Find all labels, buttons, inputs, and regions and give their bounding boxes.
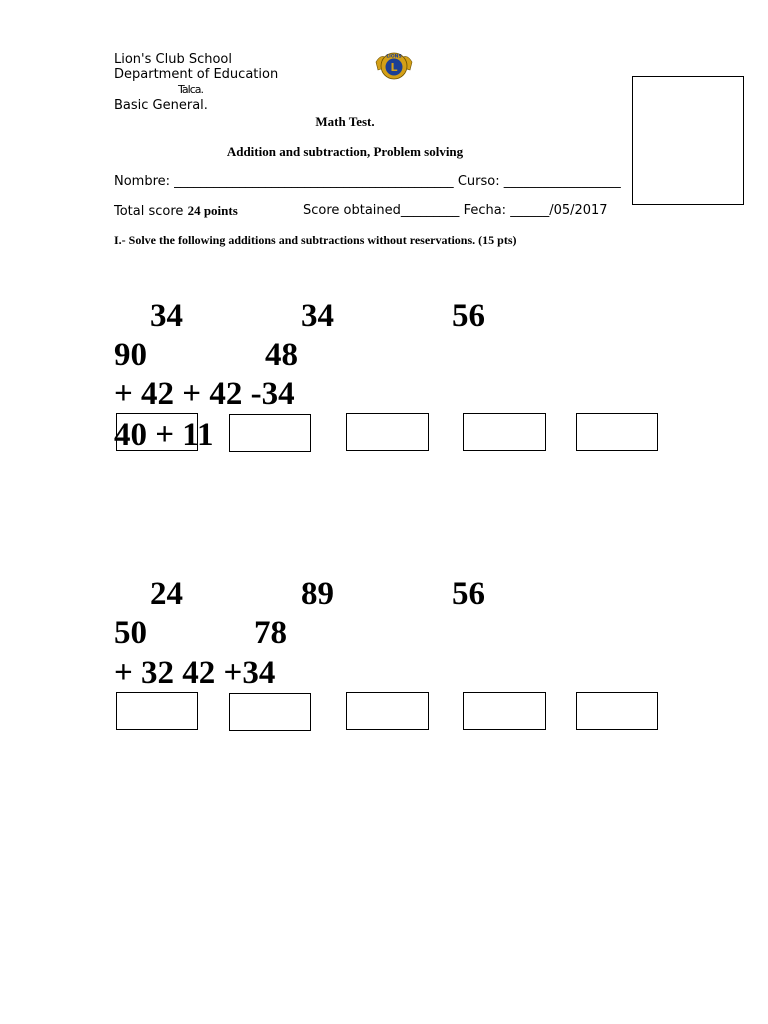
score-and-date[interactable] bbox=[303, 203, 608, 218]
problem-number: 34 bbox=[301, 298, 334, 334]
level-name: Basic General. bbox=[114, 98, 208, 113]
total-score-line bbox=[114, 203, 238, 219]
logo-text: LIONS bbox=[386, 54, 402, 60]
photo-box bbox=[632, 76, 744, 205]
answer-box[interactable] bbox=[346, 413, 429, 451]
logo-letter: L bbox=[390, 61, 398, 74]
problem-operators: + 32 42 +34 bbox=[114, 655, 276, 691]
problem-operators: 40 + 11 bbox=[114, 417, 214, 453]
problem-number: 50 bbox=[114, 615, 147, 651]
problem-number: 24 bbox=[150, 576, 183, 612]
total-score-value: 24 points bbox=[187, 203, 238, 218]
department-name: Department of Education bbox=[114, 67, 279, 82]
answer-box[interactable] bbox=[116, 413, 198, 451]
problem-number: 34 bbox=[150, 298, 183, 334]
test-subtitle: Addition and subtraction, Problem solving bbox=[226, 144, 464, 159]
answer-box[interactable] bbox=[346, 692, 429, 730]
problem-number: 90 bbox=[114, 337, 147, 373]
answer-box[interactable] bbox=[463, 413, 546, 451]
score-obtained-line: Score obtained_________ bbox=[303, 203, 460, 218]
problem-number: 78 bbox=[254, 615, 287, 651]
problem-number: 89 bbox=[301, 576, 334, 612]
answer-box[interactable] bbox=[116, 692, 198, 730]
name-field[interactable] bbox=[114, 174, 621, 189]
course-line: Curso: __________________ bbox=[457, 174, 621, 189]
problem-number: 48 bbox=[265, 337, 298, 373]
test-title: Math Test. bbox=[315, 114, 375, 129]
answer-box[interactable] bbox=[576, 692, 658, 730]
problem-number: 56 bbox=[452, 298, 485, 334]
answer-box[interactable] bbox=[463, 692, 546, 730]
name-line: Nombre: ___________________________________________ bbox=[114, 174, 454, 189]
problem-number: 56 bbox=[452, 576, 485, 612]
date-line: Fecha: ______/05/2017 bbox=[463, 203, 608, 218]
city-name: Talca. bbox=[178, 83, 203, 96]
problem-operators: + 42 + 42 -34 bbox=[114, 376, 295, 412]
instructions: I.- Solve the following additions and subtractions without reservations. (15 pts) bbox=[114, 233, 517, 247]
total-score-label: Total score bbox=[114, 204, 188, 219]
school-name: Lion's Club School bbox=[114, 52, 232, 67]
answer-box[interactable] bbox=[229, 414, 311, 452]
answer-box[interactable] bbox=[229, 693, 311, 731]
lions-club-logo-icon bbox=[374, 46, 414, 86]
answer-box[interactable] bbox=[576, 413, 658, 451]
